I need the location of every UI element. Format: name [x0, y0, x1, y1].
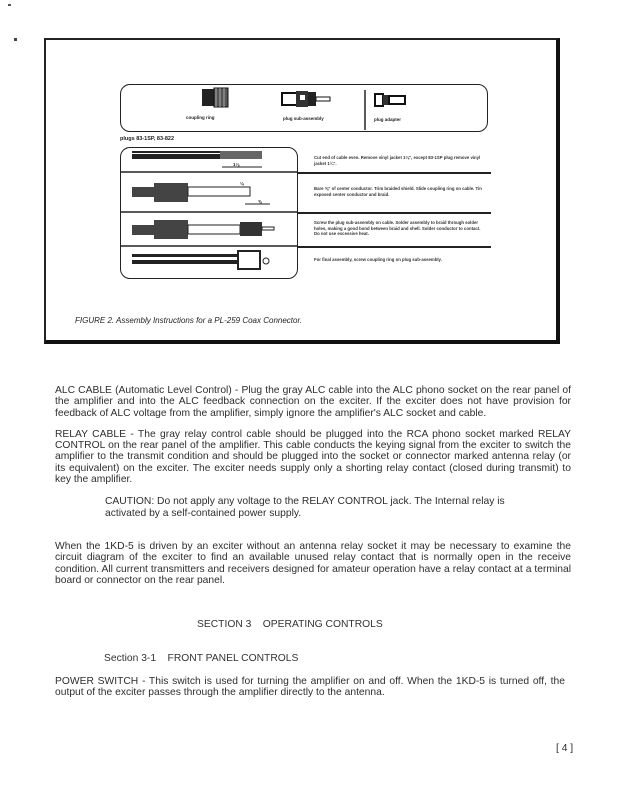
plugs-label: plugs 83-1SP, 83-822 [120, 136, 175, 142]
subsection-heading: Section 3-1 FRONT PANEL CONTROLS [104, 653, 299, 665]
caution-note: CAUTION: Do not apply any voltage to the RELAY CONTROL jack. The Internal relay is activated by a self-contained power supply. [105, 496, 505, 519]
alc-cable-paragraph: ALC CABLE (Automatic Level Control) - Plug the gray ALC cable into the ALC phono socket on the rear panel of the amplifier and into the ALC feedback connection on the exciter. If the exciter does not have provision for feedback of ALC voltage from the amplifier, simply ignore the amplifier's ALC socket and cable. [55, 385, 571, 419]
dimension-label: 1⅛ [233, 162, 240, 167]
dimension-label: ⅝ [258, 199, 262, 204]
plug-adapter-icon [375, 94, 405, 106]
steps-illustration [120, 147, 298, 279]
power-switch-paragraph: POWER SWITCH - This switch is used for turning the amplifier on and off. When the 1KD-5 is turned off, the output of the exciter passes through the amplifier directly to the antenna. [55, 676, 565, 699]
relay-cable-paragraph: RELAY CABLE - The gray relay control cable should be plugged into the RCA phono socket marked RELAY CONTROL on the rear panel of the amplifier. This cable conducts the keying signal from the exciter to switch the amplifier to the transmit condition and should be plugged into the socket or connector marked antenna relay (or its equivalent) on the exciter. The exciter needs supply only a shorting relay contact (closed during transmit) to key the amplifier. [55, 428, 571, 486]
coupling-ring-icon [202, 88, 228, 107]
step-4-text: For final assembly, screw coupling ring on plug sub-assembly. [314, 257, 442, 262]
cable-step3-icon [132, 220, 274, 239]
step-divider [297, 172, 491, 174]
cable-step1-icon [132, 151, 262, 167]
step-divider [297, 246, 491, 248]
parts-illustration [120, 84, 488, 132]
figure-caption: FIGURE 2. Assembly Instructions for a PL-259 Coax Connector. [75, 316, 303, 325]
scan-mark [8, 4, 11, 6]
dimension-label: ⅛ [240, 181, 244, 186]
plug-sub-assembly-icon [282, 91, 330, 107]
cable-step2-icon [132, 183, 270, 204]
page-number: [ 4 ] [556, 743, 574, 754]
part-label: plug adapter [374, 117, 402, 122]
section-heading: SECTION 3 OPERATING CONTROLS [197, 619, 383, 631]
step-3-text: Screw the plug sub-assembly on cable. Solder assembly to braid through solder holes, making a good bond between braid and shell. Solder conductor to contact. Do not use excessive heat. [314, 220, 481, 237]
step-divider [297, 212, 491, 214]
part-label: plug sub-assembly [283, 116, 324, 121]
scan-mark [14, 38, 17, 41]
cable-step4-icon [132, 251, 269, 269]
step-2-text: Bare ⅝" of center conductor. Trim braided shield. Slide coupling ring on cable. Tin exposed center conductor and braid. [314, 186, 482, 197]
part-label: coupling ring [186, 115, 215, 120]
step-1-text: Cut end of cable even. Remove vinyl jacket 1⅛", except 83-1SP plug remove vinyl jacket 1¼". [314, 155, 481, 166]
exciter-relay-paragraph: When the 1KD-5 is driven by an exciter without an antenna relay socket it may be necessary to examine the circuit diagram of the exciter to find an available unused relay contact that is normally open in the receive condition. All current transmitters and receivers designed for amateur operation have a relay contact at a terminal board or connector on the rear panel. [55, 540, 571, 586]
body-text [55, 385, 571, 699]
